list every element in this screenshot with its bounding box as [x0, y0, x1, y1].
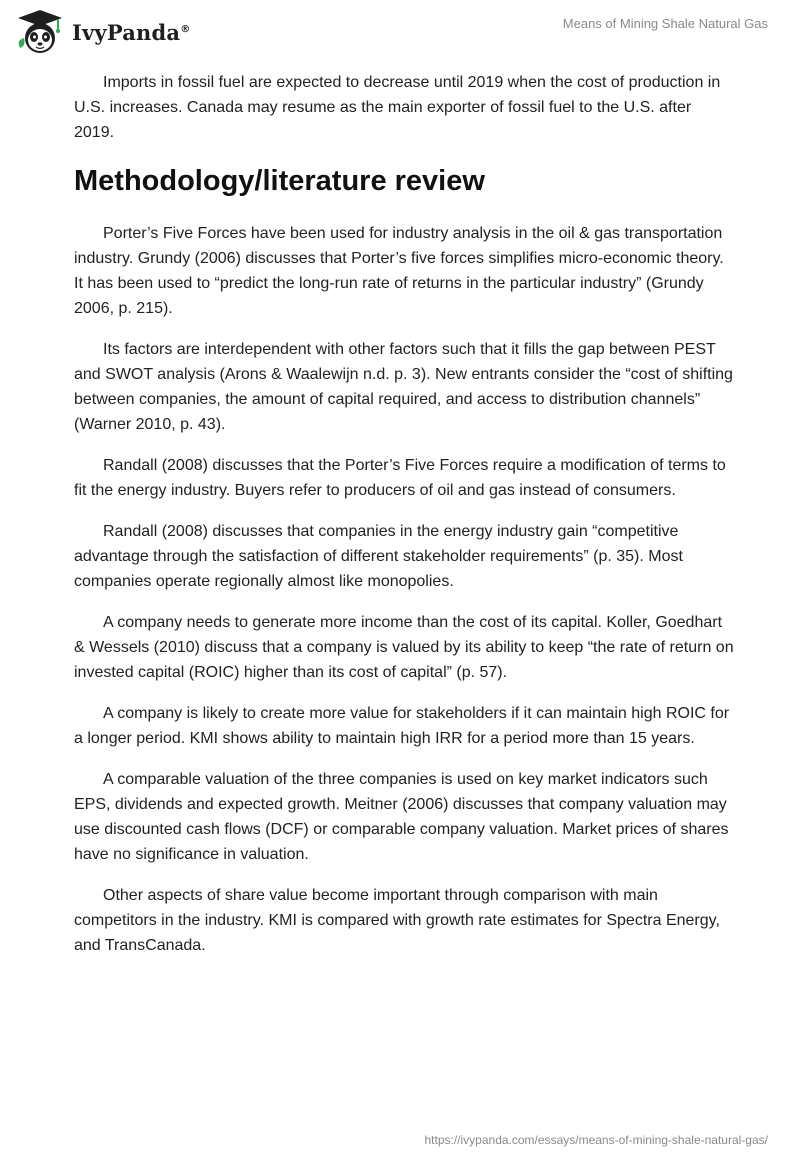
panda-graduate-icon	[14, 8, 66, 56]
paragraph: Randall (2008) discusses that the Porter’s Five Forces require a modification of terms to fit the energy industry. Buyers refer to producers of oil and gas instead of consumers.	[74, 457, 726, 499]
essay-content	[74, 70, 734, 974]
paragraph: A company needs to generate more income than the cost of its capital. Koller, Goedhart & Wessels (2010) discuss that a company is valued by its ability to keep “the rate of return on invested capital (ROIC) higher than its cost of capital” (p. 57).	[74, 614, 734, 681]
ivypanda-logo[interactable]	[14, 8, 190, 56]
paragraph: A company is likely to create more value for stakeholders if it can maintain high ROIC for a longer period. KMI shows ability to maintain high IRR for a period more than 15 years.	[74, 705, 730, 747]
brand-name: IvyPanda®	[72, 19, 191, 45]
registered-mark: ®	[180, 23, 191, 35]
document-title: Means of Mining Shale Natural Gas	[562, 16, 768, 31]
paragraph: Other aspects of share value become important through comparison with main competitors in the industry. KMI is compared with growth rate estimates for Spectra Energy, and TransCanada.	[74, 887, 720, 954]
intro-paragraph: Imports in fossil fuel are expected to decrease until 2019 when the cost of production in U.S. increases. Canada may resume as the main exporter of fossil fuel to the U.S. after 2019.	[74, 74, 721, 141]
paragraph: Randall (2008) discusses that companies in the energy industry gain “competitive advantage through the satisfaction of different stakeholder requirements” (p. 35). Most companies operate regionally almost like monopolies.	[74, 523, 683, 590]
source-url-link[interactable]: https://ivypanda.com/essays/means-of-mining-shale-natural-gas/	[424, 1133, 768, 1147]
section-heading: Methodology/literature review	[74, 165, 485, 197]
paragraph: Its factors are interdependent with other factors such that it fills the gap between PEST and SWOT analysis (Arons & Waalewijn n.d. p. 3). New entrants consider the “cost of shifting between companies, the amount of capital required, and access to distribution channels” (Warner 2010, p. 43).	[74, 341, 733, 433]
paragraph: A comparable valuation of the three companies is used on key market indicators such EPS, dividends and expected growth. Meitner (2006) discusses that company valuation may use discounted cash flows (DCF) or comparable company valuation. Market prices of shares have no significance in valuation.	[74, 771, 729, 863]
page-header	[0, 0, 800, 64]
paragraph: Porter’s Five Forces have been used for industry analysis in the oil & gas transportation industry. Grundy (2006) discusses that Porter’s five forces simplifies micro-economic theory. It has been used to “predict the long-run rate of returns in the particular industry” (Grundy 2006, p. 215).	[74, 225, 724, 317]
